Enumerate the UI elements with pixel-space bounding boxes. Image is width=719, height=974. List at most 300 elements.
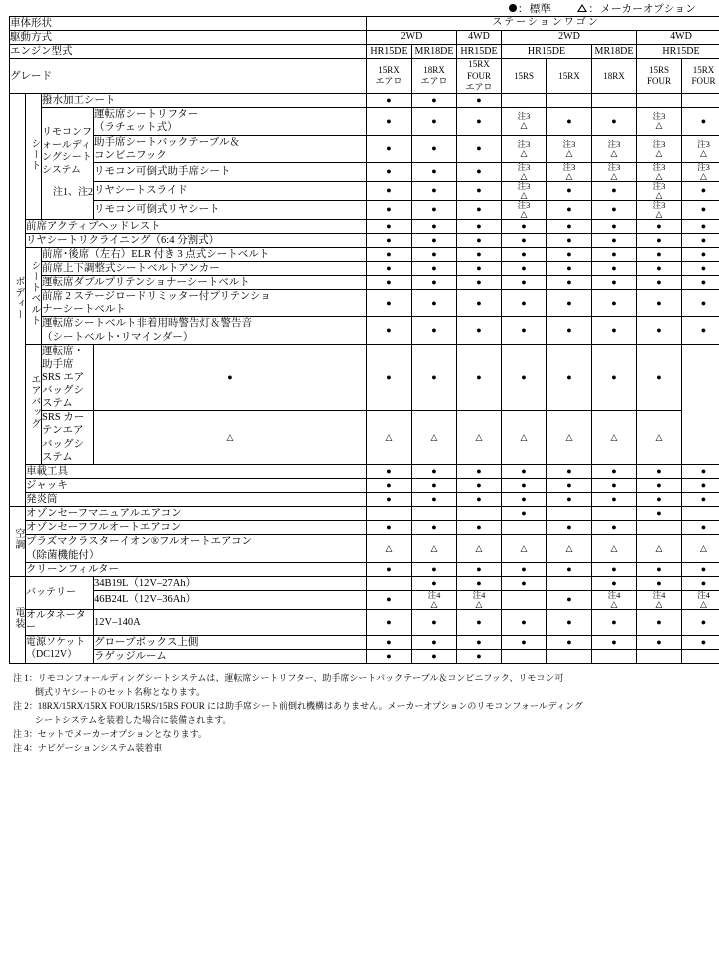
data-cell: [412, 261, 457, 275]
option-marker: △: [385, 543, 393, 554]
data-cell: [412, 521, 457, 535]
data-cell: [457, 135, 502, 162]
data-cell: [682, 507, 719, 521]
standard-marker: ●: [476, 95, 482, 106]
data-cell: [592, 233, 637, 247]
header-row: [10, 31, 719, 45]
data-cell: [547, 464, 592, 478]
option-marker: △: [430, 598, 438, 609]
footnote-row: [13, 700, 710, 714]
category-label-text: エアバッグ: [28, 374, 40, 430]
header-group-cell: HR15DE: [502, 45, 592, 59]
table-row: [10, 535, 719, 562]
standard-marker: ●: [700, 185, 707, 196]
standard-marker: ●: [566, 494, 572, 505]
table-body: [10, 17, 719, 664]
standard-marker: ●: [386, 325, 392, 336]
table-row: [10, 247, 719, 261]
standard-marker: ●: [700, 494, 707, 505]
standard-marker: ●: [386, 166, 392, 177]
specification-table: [9, 16, 719, 664]
data-cell: [547, 609, 592, 635]
grade-header-8: 15RX FOUR: [682, 59, 719, 94]
data-cell: [592, 609, 637, 635]
table-row: [10, 478, 719, 492]
data-cell: [637, 464, 682, 478]
data-cell: [367, 290, 412, 317]
grade-header-3: 15RX FOUR エアロ: [457, 59, 502, 94]
standard-marker: ●: [566, 594, 572, 605]
item-label: クリーンフィルター: [26, 562, 367, 576]
item-label: リヤシートリクライニング（6:4 分割式）: [26, 233, 367, 247]
data-cell: [502, 478, 547, 492]
data-cell: [547, 317, 592, 344]
standard-marker: ●: [521, 262, 527, 273]
standard-marker: ●: [386, 204, 392, 215]
data-cell: [457, 635, 502, 649]
data-cell: [502, 108, 547, 135]
option-marker: △: [226, 432, 234, 443]
data-cell: [547, 233, 592, 247]
note-ref: 注3: [517, 161, 531, 172]
standard-marker: ●: [431, 577, 437, 588]
header-group-cell: HR15DE: [637, 45, 719, 59]
data-cell: [412, 507, 457, 521]
footnotes: [9, 672, 710, 756]
option-marker: △: [610, 543, 618, 554]
data-cell: [637, 493, 682, 507]
option-marker: △: [610, 170, 618, 181]
group-seat: [26, 94, 42, 219]
standard-marker: ●: [566, 248, 572, 259]
standard-marker: ●: [476, 204, 482, 215]
standard-marker: ●: [431, 95, 437, 106]
standard-marker: ●: [566, 234, 572, 245]
category-label-text: シートベルト: [28, 260, 40, 327]
standard-marker: ●: [656, 371, 662, 382]
data-cell: [592, 108, 637, 135]
data-cell: [502, 135, 547, 162]
data-cell: [682, 609, 719, 635]
item-label: 前席上下調整式シートベルトアンカー: [42, 261, 367, 275]
standard-marker: ●: [611, 277, 617, 288]
open-triangle-icon: [577, 4, 587, 12]
data-cell: [367, 576, 412, 590]
data-cell: [412, 200, 457, 219]
data-cell: [502, 162, 547, 181]
data-cell: [412, 535, 457, 562]
option-marker: △: [655, 208, 663, 219]
standard-marker: ●: [700, 262, 707, 273]
data-cell: [547, 507, 592, 521]
note-ref: 注3: [517, 138, 531, 149]
table-row: [10, 261, 719, 275]
standard-marker: ●: [656, 277, 662, 288]
data-cell: [547, 247, 592, 261]
standard-marker: ●: [656, 494, 662, 505]
data-cell: [682, 181, 719, 200]
data-cell: [637, 261, 682, 275]
standard-marker: ●: [431, 248, 437, 259]
item-label: オゾンセーフマニュアルエアコン: [26, 507, 367, 521]
standard-marker: ●: [431, 234, 437, 245]
standard-marker: ●: [431, 636, 437, 647]
data-cell: [502, 247, 547, 261]
data-cell: [457, 261, 502, 275]
note-ref: 注3: [517, 199, 531, 210]
option-marker: △: [520, 120, 528, 131]
data-cell: [682, 233, 719, 247]
standard-marker: ●: [566, 115, 572, 126]
data-cell: [637, 276, 682, 290]
data-cell: [367, 535, 412, 562]
standard-marker: ●: [611, 636, 617, 647]
item-label: 発炎筒: [26, 493, 367, 507]
data-cell: [412, 317, 457, 344]
data-cell: [592, 247, 637, 261]
standard-marker: ●: [431, 115, 437, 126]
standard-marker: ●: [386, 371, 392, 382]
standard-marker: ●: [566, 371, 572, 382]
standard-marker: ●: [656, 508, 662, 519]
table-row: [10, 233, 719, 247]
standard-marker: ●: [521, 277, 527, 288]
data-cell: [592, 261, 637, 275]
data-cell: [502, 562, 547, 576]
standard-marker: ●: [611, 616, 617, 627]
standard-marker: ●: [476, 371, 482, 382]
standard-marker: ●: [431, 297, 437, 308]
data-cell: [367, 181, 412, 200]
data-cell: [547, 108, 592, 135]
data-cell: [547, 162, 592, 181]
standard-marker: ●: [431, 616, 437, 627]
standard-marker: ●: [521, 297, 527, 308]
standard-marker: ●: [656, 234, 662, 245]
data-cell: [637, 233, 682, 247]
standard-marker: ●: [431, 185, 437, 196]
standard-marker: ●: [700, 115, 707, 126]
data-cell: [682, 261, 719, 275]
data-cell: [592, 94, 637, 108]
data-cell: [367, 94, 412, 108]
item-label: 12V–140A: [94, 609, 367, 635]
header-group-cell: ステーションワゴン: [367, 17, 719, 31]
standard-marker: ●: [611, 563, 617, 574]
standard-marker: ●: [521, 234, 527, 245]
data-cell: [682, 317, 719, 344]
standard-marker: ●: [431, 204, 437, 215]
standard-marker: ●: [611, 494, 617, 505]
data-cell: [637, 411, 682, 465]
data-cell: [547, 200, 592, 219]
footnote-text: リモコンフォールディングシートシステムは、運転席シートリフター、助手席シートバックテーブル＆コンビニフック、リモコン可: [37, 673, 564, 684]
standard-marker: ●: [431, 563, 437, 574]
header-group-cell: HR15DE: [367, 45, 412, 59]
data-cell: [592, 317, 637, 344]
note-ref: 注3: [652, 138, 666, 149]
data-cell: [367, 219, 412, 233]
option-marker: △: [520, 189, 528, 200]
data-cell: [367, 135, 412, 162]
data-cell: [592, 162, 637, 181]
standard-marker: ●: [476, 277, 482, 288]
standard-marker: ●: [386, 465, 392, 476]
data-cell: [457, 478, 502, 492]
standard-marker: ●: [566, 325, 572, 336]
data-cell: [502, 493, 547, 507]
standard-marker: ●: [521, 577, 527, 588]
standard-marker: ●: [656, 220, 662, 231]
group-airbag: [26, 344, 42, 464]
category-body: [10, 94, 26, 507]
data-cell: [592, 493, 637, 507]
data-cell: [412, 247, 457, 261]
data-cell: [637, 219, 682, 233]
data-cell: [682, 493, 719, 507]
option-marker: △: [520, 543, 528, 554]
data-cell: [592, 276, 637, 290]
data-cell: [592, 411, 637, 465]
data-cell: [412, 464, 457, 478]
standard-marker: ●: [611, 522, 617, 533]
category-label-text: 空調: [12, 528, 24, 551]
item-label: リヤシートスライド: [94, 181, 367, 200]
table-row: [10, 590, 719, 609]
footnote-continuation: シートシステムを装着した場合に装備されます。: [35, 714, 232, 725]
data-cell: [592, 219, 637, 233]
data-cell: [682, 562, 719, 576]
data-cell: [502, 261, 547, 275]
data-cell: [457, 94, 502, 108]
data-cell: [592, 464, 637, 478]
data-cell: [682, 635, 719, 649]
item-label: 運転席・助手席 SRS エアバッグシステム: [42, 344, 94, 411]
standard-marker: ●: [656, 577, 662, 588]
data-cell: [502, 344, 547, 411]
data-cell: [637, 317, 682, 344]
data-cell: [547, 219, 592, 233]
footnote-text: 18RX/15RX/15RX FOUR/15RS/15RS FOUR には助手席シート前倒れ機構はありません。メーカーオプションのリモコンフォールディング: [37, 700, 583, 711]
table-row: [10, 507, 719, 521]
item-label: 34B19L（12V–27Ah）: [94, 576, 367, 590]
standard-marker: ●: [611, 325, 617, 336]
data-cell: [367, 562, 412, 576]
standard-marker: ●: [700, 563, 707, 574]
group-alternator: オルタネーター: [26, 609, 94, 635]
item-label: 運転席シートリフター （ラチェット式）: [94, 108, 367, 135]
data-cell: [412, 276, 457, 290]
data-cell: [592, 576, 637, 590]
data-cell: [367, 200, 412, 219]
item-label: 前席 2 ステージロードリミッター付プリテンショ ナーシートベルト: [42, 290, 367, 317]
standard-marker: ●: [521, 325, 527, 336]
standard-marker: ●: [386, 616, 392, 627]
data-cell: [412, 233, 457, 247]
category-label-text: ボディー: [12, 275, 24, 320]
data-cell: [637, 590, 682, 609]
data-cell: [94, 411, 367, 465]
data-cell: [412, 290, 457, 317]
data-cell: [502, 649, 547, 663]
standard-marker: ●: [700, 204, 707, 215]
data-cell: [457, 507, 502, 521]
data-cell: [457, 562, 502, 576]
note-ref: 注4: [472, 589, 486, 600]
data-cell: [367, 233, 412, 247]
option-marker: △: [565, 432, 573, 443]
data-cell: [412, 94, 457, 108]
standard-marker: ●: [656, 479, 662, 490]
data-cell: [592, 135, 637, 162]
group-power-socket: 電源ソケット （DC12V）: [26, 635, 94, 663]
data-cell: [682, 276, 719, 290]
standard-marker: ●: [431, 522, 437, 533]
header-group-cell: 4WD: [637, 31, 719, 45]
header-label: 車体形状: [10, 17, 367, 31]
data-cell: [367, 247, 412, 261]
group-battery: バッテリー: [26, 576, 94, 609]
standard-marker: ●: [386, 636, 392, 647]
option-marker: △: [520, 208, 528, 219]
standard-marker: ●: [476, 494, 482, 505]
data-cell: [412, 219, 457, 233]
table-row: [10, 162, 719, 181]
data-cell: [412, 135, 457, 162]
data-cell: [457, 590, 502, 609]
option-marker: △: [520, 432, 528, 443]
standard-marker: ●: [386, 248, 392, 259]
data-cell: [592, 535, 637, 562]
data-cell: [457, 576, 502, 590]
standard-marker: ●: [656, 262, 662, 273]
standard-marker: ●: [476, 651, 482, 661]
note-ref: 注3: [607, 161, 621, 172]
legend-option-colon: ：: [588, 3, 600, 15]
data-cell: [412, 344, 457, 411]
table-row: [10, 181, 719, 200]
standard-marker: ●: [656, 297, 662, 308]
data-cell: [547, 276, 592, 290]
standard-marker: ●: [611, 248, 617, 259]
data-cell: [457, 162, 502, 181]
note-ref: 注3: [652, 180, 666, 191]
option-marker: △: [565, 147, 573, 158]
standard-marker: ●: [521, 616, 527, 627]
data-cell: [502, 521, 547, 535]
standard-marker: ●: [476, 220, 482, 231]
standard-marker: ●: [521, 220, 527, 231]
standard-marker: ●: [386, 220, 392, 231]
table-row: [10, 464, 719, 478]
header-row: [10, 45, 719, 59]
standard-marker: ●: [521, 371, 527, 382]
option-marker: △: [700, 147, 707, 158]
note-ref: 注3: [562, 138, 576, 149]
data-cell: [547, 576, 592, 590]
legend-standard: [509, 1, 551, 16]
note-ref: 注3: [652, 161, 666, 172]
item-label: リモコン可倒式リヤシート: [94, 200, 367, 219]
data-cell: [457, 233, 502, 247]
standard-marker: ●: [566, 297, 572, 308]
legend-option: [577, 1, 696, 16]
data-cell: [502, 219, 547, 233]
data-cell: [367, 635, 412, 649]
data-cell: [547, 478, 592, 492]
data-cell: [502, 464, 547, 478]
data-cell: [457, 521, 502, 535]
data-cell: [457, 411, 502, 465]
data-cell: [637, 162, 682, 181]
note-ref: 注3: [652, 199, 666, 210]
data-cell: [682, 108, 719, 135]
data-cell: [457, 181, 502, 200]
table-row: [10, 108, 719, 135]
standard-marker: ●: [386, 594, 392, 605]
data-cell: [682, 521, 719, 535]
standard-marker: ●: [611, 465, 617, 476]
table-row: [10, 411, 719, 465]
option-marker: △: [655, 189, 663, 200]
grade-row: [10, 59, 719, 94]
data-cell: [547, 521, 592, 535]
data-cell: [592, 635, 637, 649]
data-cell: [367, 478, 412, 492]
table-row: [10, 135, 719, 162]
item-label: 助手席シートバックテーブル＆ コンビニフック: [94, 135, 367, 162]
data-cell: [502, 535, 547, 562]
standard-marker: ●: [700, 220, 707, 231]
group-remote-folding-seat-system: リモコンフォールディングシートシステム 注1、注2: [42, 108, 94, 219]
legend-option-label: メーカーオプション: [600, 3, 696, 15]
standard-marker: ●: [386, 277, 392, 288]
standard-marker: ●: [611, 577, 617, 588]
data-cell: [682, 649, 719, 663]
data-cell: [457, 609, 502, 635]
data-cell: [682, 200, 719, 219]
standard-marker: ●: [386, 479, 392, 490]
note-ref: 注4: [697, 589, 710, 600]
standard-marker: ●: [386, 95, 392, 106]
header-label: 駆動方式: [10, 31, 367, 45]
item-label: 前席アクティブヘッドレスト: [26, 219, 367, 233]
standard-marker: ●: [431, 465, 437, 476]
standard-marker: ●: [611, 262, 617, 273]
standard-marker: ●: [566, 277, 572, 288]
data-cell: [412, 493, 457, 507]
item-label: ラゲッジルーム: [94, 649, 367, 663]
data-cell: [547, 411, 592, 465]
data-cell: [547, 635, 592, 649]
standard-marker: ●: [521, 248, 527, 259]
standard-marker: ●: [611, 204, 617, 215]
data-cell: [637, 576, 682, 590]
header-group-cell: 2WD: [367, 31, 457, 45]
standard-marker: ●: [566, 616, 572, 627]
standard-marker: ●: [611, 185, 617, 196]
header-group-cell: 4WD: [457, 31, 502, 45]
data-cell: [457, 493, 502, 507]
group-seatbelt: [26, 247, 42, 344]
data-cell: [367, 464, 412, 478]
standard-marker: ●: [476, 522, 482, 533]
option-marker: △: [475, 432, 483, 443]
table-row: [10, 576, 719, 590]
standard-marker: ●: [476, 616, 482, 627]
standard-marker: ●: [431, 166, 437, 177]
data-cell: [367, 493, 412, 507]
